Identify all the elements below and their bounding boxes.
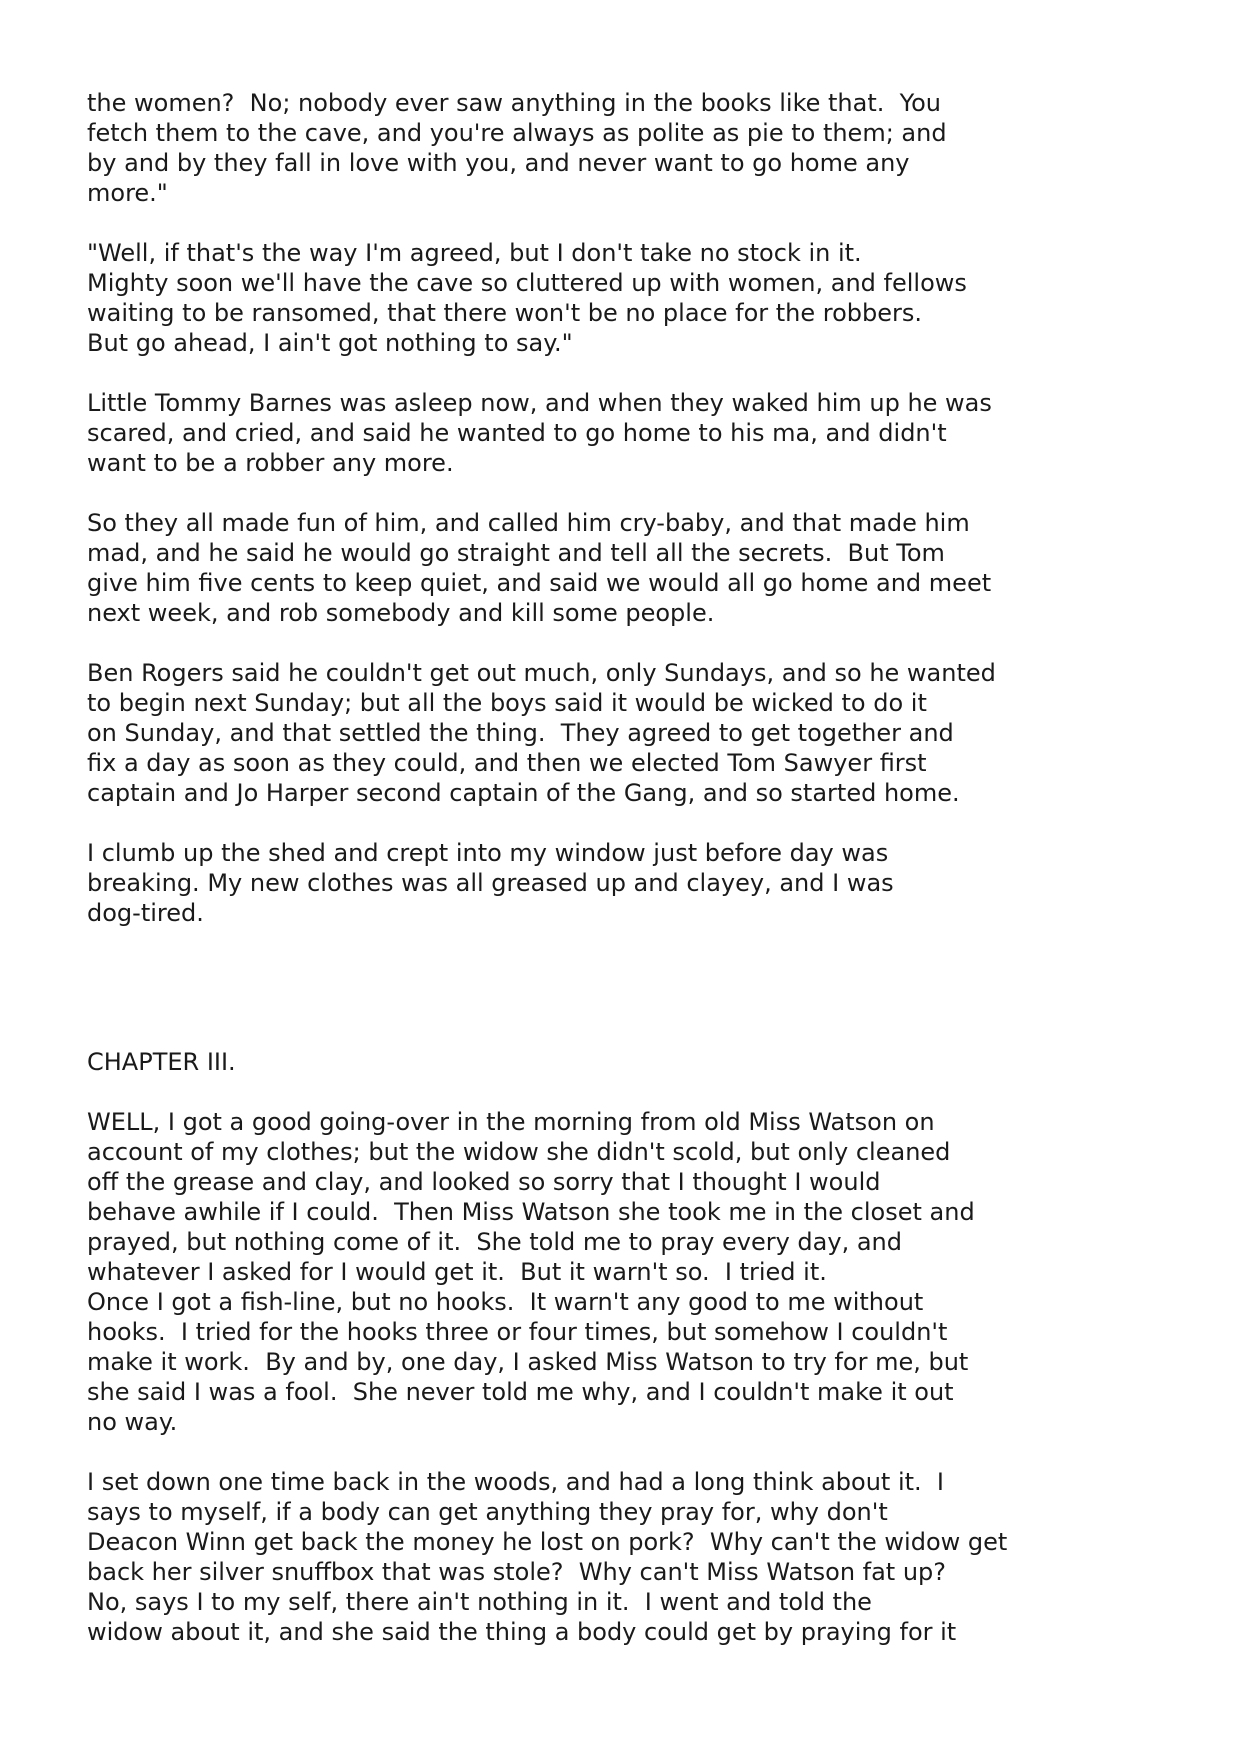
text-line: Once I got a fish-line, but no hooks. It warn't any good to me without	[87, 1288, 924, 1316]
text-line: waiting to be ransomed, that there won't be no place for the robbers.	[87, 299, 923, 327]
text-line: more."	[87, 179, 168, 207]
text-line: to begin next Sunday; but all the boys said it would be wicked to do it	[87, 689, 927, 717]
text-line: want to be a robber any more.	[87, 449, 454, 477]
text-line: widow about it, and she said the thing a body could get by praying for it	[87, 1618, 957, 1646]
text-line: fix a day as soon as they could, and then we elected Tom Sawyer first	[87, 749, 927, 777]
text-line: captain and Jo Harper second captain of the Gang, and so started home.	[87, 779, 960, 807]
text-line: scared, and cried, and said he wanted to go home to his ma, and didn't	[87, 419, 947, 447]
text-line: Ben Rogers said he couldn't get out much, only Sundays, and so he wanted	[87, 659, 996, 687]
text-line: back her silver snuffbox that was stole? Why can't Miss Watson fat up?	[87, 1558, 947, 1586]
text-line: I set down one time back in the woods, and had a long think about it. I	[87, 1468, 944, 1496]
text-line: hooks. I tried for the hooks three or four times, but somehow I couldn't	[87, 1318, 948, 1346]
text-line: dog-tired.	[87, 899, 204, 927]
text-line: give him five cents to keep quiet, and said we would all go home and meet	[87, 569, 992, 597]
text-line: breaking. My new clothes was all greased up and clayey, and I was	[87, 869, 894, 897]
text-line: the women? No; nobody ever saw anything in the books like that. You	[87, 89, 942, 117]
text-line: "Well, if that's the way I'm agreed, but I don't take no stock in it.	[87, 239, 862, 267]
text-line: by and by they fall in love with you, and never want to go home any	[87, 149, 910, 177]
text-line: whatever I asked for I would get it. But it warn't so. I tried it.	[87, 1258, 827, 1286]
text-line: says to myself, if a body can get anything they pray for, why don't	[87, 1498, 888, 1526]
text-line: she said I was a fool. She never told me why, and I couldn't make it out	[87, 1378, 954, 1406]
text-line: Mighty soon we'll have the cave so cluttered up with women, and fellows	[87, 269, 967, 297]
text-line: Deacon Winn get back the money he lost on pork? Why can't the widow get	[87, 1528, 1008, 1556]
text-line: no way.	[87, 1408, 178, 1436]
text-line: But go ahead, I ain't got nothing to say."	[87, 329, 573, 357]
text-line: mad, and he said he would go straight and tell all the secrets. But Tom	[87, 539, 945, 567]
text-line: WELL, I got a good going-over in the morning from old Miss Watson on	[87, 1108, 935, 1136]
text-line: I clumb up the shed and crept into my window just before day was	[87, 839, 889, 867]
text-line: prayed, but nothing come of it. She told me to pray every day, and	[87, 1228, 902, 1256]
text-line: No, says I to my self, there ain't nothing in it. I went and told the	[87, 1588, 872, 1616]
text-line: So they all made fun of him, and called him cry-baby, and that made him	[87, 509, 970, 537]
text-line: on Sunday, and that settled the thing. They agreed to get together and	[87, 719, 954, 747]
text-line: make it work. By and by, one day, I asked Miss Watson to try for me, but	[87, 1348, 969, 1376]
chapter-heading: CHAPTER III.	[87, 1048, 236, 1076]
text-line: next week, and rob somebody and kill some people.	[87, 599, 715, 627]
text-line: fetch them to the cave, and you're always as polite as pie to them; and	[87, 119, 947, 147]
text-line: behave awhile if I could. Then Miss Watson she took me in the closet and	[87, 1198, 975, 1226]
text-line: account of my clothes; but the widow she didn't scold, but only cleaned	[87, 1138, 951, 1166]
text-line: off the grease and clay, and looked so sorry that I thought I would	[87, 1168, 881, 1196]
text-line: Little Tommy Barnes was asleep now, and when they waked him up he was	[87, 389, 992, 417]
